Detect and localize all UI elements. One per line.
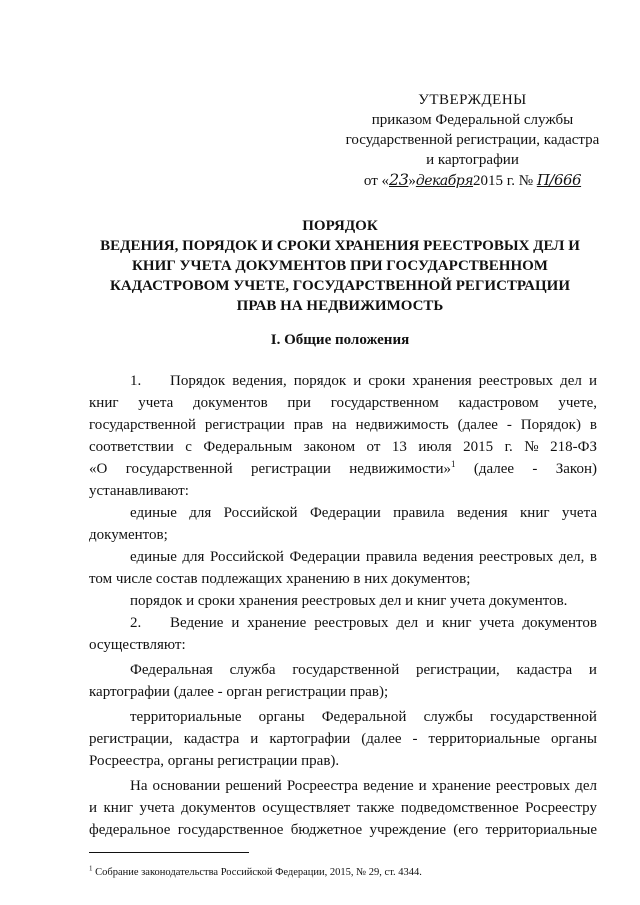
item-4-line-1-word: кадастра xyxy=(516,662,573,678)
paragraph-1-line-5-word: - xyxy=(532,461,538,477)
title-line-2: ВЕДЕНИЯ, ПОРЯДОК И СРОКИ ХРАНЕНИЯ РЕЕСТРОВЫХ ДЕЛ И xyxy=(100,238,580,254)
paragraph-1-line-4-word: от xyxy=(366,439,381,455)
handwritten-month: декабря xyxy=(415,173,474,189)
section-heading: I. Общие положения xyxy=(270,332,410,348)
approval-line-2: государственной регистрации, кадастра xyxy=(345,132,600,148)
item-2-line-2: том числе состав подлежащих хранению в них документов; xyxy=(89,571,471,587)
paragraph-1-number: 1. xyxy=(130,373,142,389)
paragraph-1-line-4 xyxy=(89,437,597,458)
item-5-line-1 xyxy=(130,707,597,728)
item-1-line-1-word: учета xyxy=(561,505,597,521)
paragraph-1-line-5-word: недвижимости» xyxy=(349,461,451,477)
paragraph-1-line-1 xyxy=(130,371,597,392)
footnote-text: Собрание законодательства Российской Федерации, 2015, № 29, ст. 4344. xyxy=(95,867,422,878)
item-4-line-1-word: регистрации, xyxy=(416,662,500,678)
item-5-line-1-word: Федеральной xyxy=(321,709,407,725)
paragraph-1-line-2 xyxy=(89,393,597,414)
item-5-line-1-word: государственной xyxy=(490,709,597,725)
handwritten-order-number: П/666 xyxy=(536,171,582,189)
item-1-line-1-word: ведения xyxy=(456,505,508,521)
date-year: 2015 г. № xyxy=(473,173,534,189)
paragraph-1-line-2-word: книг xyxy=(89,395,119,411)
title-line-5: ПРАВ НА НЕДВИЖИМОСТЬ xyxy=(236,298,444,314)
paragraph-1-line-4-word: законом xyxy=(303,439,356,455)
approval-date-line xyxy=(320,170,625,191)
law-title-with-footnote xyxy=(349,459,455,480)
item-5-line-1-word: органы xyxy=(258,709,305,725)
paragraph-3-line-3 xyxy=(89,820,597,841)
paragraph-1-line-1-text: Порядок ведения, порядок и сроки хранения реестровых дел и xyxy=(170,373,597,389)
item-4-line-1 xyxy=(130,660,597,681)
paragraph-1-line-3 xyxy=(89,415,597,436)
date-mid: » xyxy=(408,173,416,189)
item-1-line-1-word: для xyxy=(189,505,212,521)
item-5-line-2-word: и xyxy=(250,731,259,747)
paragraph-3-line-3-text: федеральное государственное бюджетное учреждение (его территориальные xyxy=(89,822,597,838)
title-line-4: КАДАСТРОВОМ УЧЕТЕ, ГОСУДАРСТВЕННОЙ РЕГИСТРАЦИИ xyxy=(109,278,570,294)
item-1-line-1 xyxy=(130,503,597,524)
item-1-line-2: документов; xyxy=(89,527,168,543)
title-line-1: ПОРЯДОК xyxy=(302,218,378,234)
paragraph-1-line-4-word: с xyxy=(185,439,192,455)
paragraph-1-line-5-word: «О xyxy=(89,461,108,477)
paragraph-3-line-2 xyxy=(89,798,597,819)
paragraph-1-line-4-word: соответствии xyxy=(89,439,174,455)
footnote-reference: 1 xyxy=(451,459,456,469)
paragraph-2-number: 2. xyxy=(130,615,142,631)
paragraph-1-line-4-word: № xyxy=(524,439,539,455)
paragraph-3-line-1-text: На основании решений Росреестра ведение и хранение реестровых дел xyxy=(130,778,597,794)
item-2-line-1-text: единые для Российской Федерации правила ведения реестровых дел, в xyxy=(130,549,597,565)
item-5-line-2-word: регистрации, xyxy=(89,731,173,747)
item-5-line-2-word: картографии xyxy=(269,731,351,747)
item-5-line-2-word: органы xyxy=(551,731,597,747)
footnote xyxy=(89,866,422,880)
item-5-line-2-word: - xyxy=(412,731,418,747)
item-5-line-2-word: кадастра xyxy=(183,731,240,747)
item-5-line-1-word: службы xyxy=(423,709,473,725)
item-5-line-2-word: территориальные xyxy=(428,731,541,747)
paragraph-1-line-2-word: государственном xyxy=(330,395,439,411)
paragraph-1-line-2-word: кадастровом xyxy=(458,395,539,411)
paragraph-1-line-2-word: при xyxy=(287,395,311,411)
item-4-line-2: картографии (далее - орган регистрации прав); xyxy=(89,684,389,700)
paragraph-1-line-5-word: государственной xyxy=(125,461,233,477)
paragraph-2-line-1 xyxy=(130,613,597,634)
footnote-separator xyxy=(89,852,249,853)
item-5-line-1-word: территориальные xyxy=(130,709,242,725)
title-line-3: КНИГ УЧЕТА ДОКУМЕНТОВ ПРИ ГОСУДАРСТВЕННОМ xyxy=(132,258,548,274)
item-1-line-1-word: книг xyxy=(520,505,550,521)
paragraph-1-line-4-word: 2015 xyxy=(463,439,494,455)
item-4-line-1-word: государственной xyxy=(292,662,400,678)
item-1-line-1-word: Российской xyxy=(223,505,298,521)
date-prefix: от « xyxy=(363,173,390,189)
item-4-line-1-word: служба xyxy=(229,662,276,678)
item-3-line-1: порядок и сроки хранения реестровых дел и книг учета документов. xyxy=(130,593,568,609)
approved-heading: УТВЕРЖДЕНЫ xyxy=(418,92,527,108)
paragraph-1-line-5-word: регистрации xyxy=(250,461,331,477)
item-4-line-1-word: Федеральная xyxy=(130,662,213,678)
item-5-line-2-word: (далее xyxy=(361,731,402,747)
approval-block xyxy=(320,90,625,191)
item-4-line-1-word: и xyxy=(588,662,597,678)
footnote-marker: 1 xyxy=(89,864,93,873)
item-2-line-1 xyxy=(130,547,597,568)
paragraph-1-line-4-word: июля xyxy=(418,439,452,455)
paragraph-1-line-5-word: (далее xyxy=(473,461,515,477)
paragraph-1-line-3-text: государственной регистрации прав на недвижимость (далее - Порядок) в xyxy=(89,417,597,433)
paragraph-1-line-4-word: 13 xyxy=(391,439,407,455)
paragraph-1-line-2-word: учета xyxy=(138,395,174,411)
paragraph-3-line-2-text: и книг учета документов осуществляет также подведомственное Росреестру xyxy=(89,800,597,816)
item-1-line-1-word: единые xyxy=(130,505,177,521)
item-1-line-1-word: правила xyxy=(393,505,445,521)
item-5-line-3: Росреестра, органы регистрации прав). xyxy=(89,753,340,769)
document-title xyxy=(60,216,620,316)
paragraph-1-line-5 xyxy=(89,459,597,480)
approval-line-1: приказом Федеральной службы xyxy=(371,112,574,128)
paragraph-1-line-4-word: Федеральным xyxy=(203,439,293,455)
paragraph-1-line-4-word: г. xyxy=(504,439,513,455)
paragraph-1-line-2-word: учете, xyxy=(558,395,597,411)
paragraph-2-line-1-text: Ведение и хранение реестровых дел и книг учета документов xyxy=(170,615,597,631)
paragraph-1-line-4-word: 218-ФЗ xyxy=(550,439,597,455)
approval-line-3: и картографии xyxy=(426,152,519,168)
paragraph-1-line-2-word: документов xyxy=(193,395,268,411)
paragraph-2-line-2: осуществляют: xyxy=(89,637,186,653)
handwritten-day: 23 xyxy=(389,170,409,189)
paragraph-1-line-5-word: Закон) xyxy=(555,461,597,477)
paragraph-1-line-6: устанавливают: xyxy=(89,483,189,499)
item-1-line-1-word: Федерации xyxy=(309,505,381,521)
paragraph-3-line-1 xyxy=(130,776,597,797)
item-5-line-2 xyxy=(89,729,597,750)
